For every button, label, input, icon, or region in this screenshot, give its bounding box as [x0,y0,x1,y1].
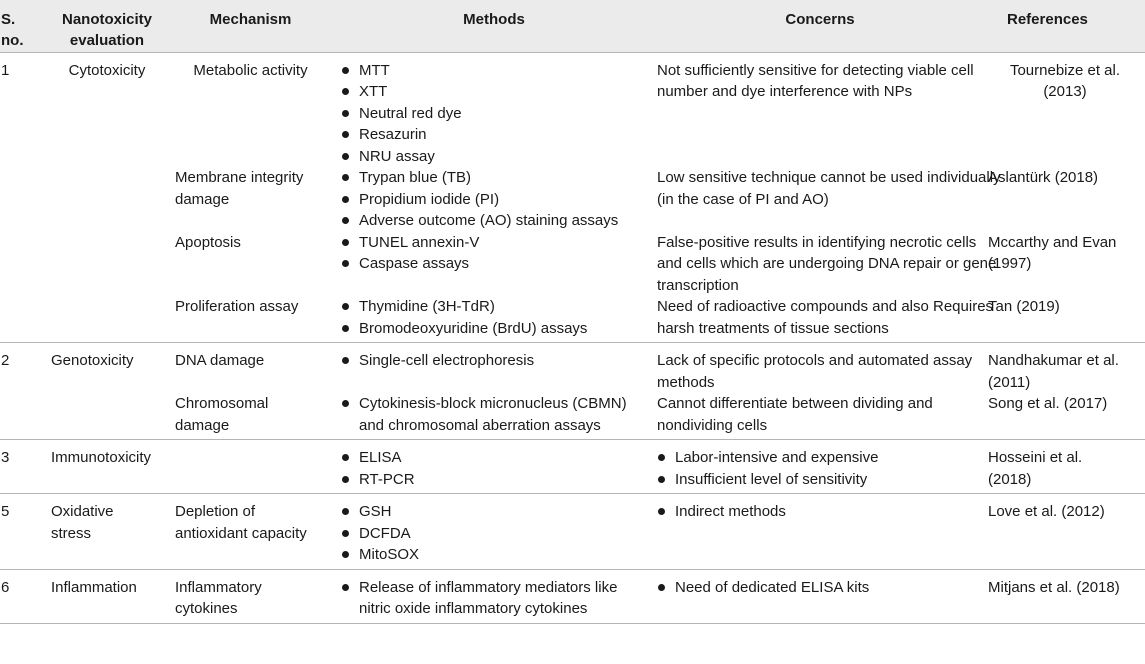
concern-line: Cannot differentiate between dividing and [657,395,933,412]
mechanism-line: damage [175,416,230,434]
sno-cell [0,393,46,440]
bullet-icon [342,551,349,558]
sno-cell: 5 [0,494,46,570]
reference-cell [985,296,1145,343]
evaluation-line: Immunotoxicity [51,449,152,466]
reference-cell [985,232,1145,297]
header-concerns: Concerns [655,0,985,52]
method-item [341,296,655,318]
bullet-icon [658,454,665,461]
method-item [341,124,655,146]
evaluation-line: Genotoxicity [51,352,134,369]
method-item [341,318,655,340]
mechanism-cell [168,569,333,623]
method-item-text: MTT [359,61,390,79]
reference-cell [985,569,1145,623]
concern-line: Low sensitive technique cannot be used individually [657,169,1001,186]
bullet-icon [342,239,349,246]
bullet-icon [342,530,349,537]
bullet-icon [342,174,349,181]
table-body [0,52,1145,623]
concern-item-text: Indirect methods [675,503,786,520]
concern-line: number and dye interference with NPs [657,83,913,100]
mechanism-line: antioxidant capacity [175,524,307,542]
evaluation-cell [46,232,168,297]
methods-cell [333,167,655,232]
mechanism-cell [168,167,333,232]
method-item [341,501,655,523]
bullet-icon [342,217,349,224]
table-row [0,494,1145,570]
bullet-icon [658,508,665,515]
reference-line: (2013) [1043,83,1087,100]
concern-line: harsh treatments of tissue sections [657,319,889,337]
method-item-text: Neutral red dye [359,104,462,122]
mechanism-line: Inflammatory [175,578,262,596]
concerns-cell [655,343,985,394]
methods-cell [333,296,655,343]
method-item-text: Propidium iodide (PI) [359,190,500,208]
method-item [341,447,655,469]
concern-line: (in the case of PI and AO) [657,190,829,208]
methods-cell [333,494,655,570]
mechanism-line: cytokines [175,600,238,617]
concern-item [657,447,985,469]
methods-cell [333,440,655,494]
concern-line: Need of radioactive compounds and also Requires [657,298,994,315]
method-item-text: Trypan blue (TB) [359,169,471,186]
method-item-text: Bromodeoxyuridine (BrdU) assays [359,319,588,337]
method-item [341,523,655,545]
concerns-cell [655,393,985,440]
mechanism-cell [168,232,333,297]
bullet-icon [342,67,349,74]
table-row [0,232,1145,297]
mechanism-cell [168,440,333,494]
bullet-icon [342,325,349,332]
reference-line: Tan (2019) [988,298,1060,315]
reference-line: Aslantürk (2018) [988,169,1099,186]
method-item [341,393,655,436]
concerns-cell [655,52,985,167]
sno-cell [0,232,46,297]
evaluation-cell [46,393,168,440]
reference-cell [985,440,1145,494]
bullet-icon [342,153,349,160]
header-evaluation [46,0,168,52]
evaluation-cell [46,494,168,570]
concerns-cell [655,167,1001,232]
bullet-icon [342,454,349,461]
evaluation-line: Cytotoxicity [68,61,146,79]
method-item-text: MitoSOX [359,546,420,563]
mechanism-line: Membrane integrity [175,169,304,186]
sno-cell: 1 [1,61,10,79]
mechanism-line: damage [175,190,230,208]
evaluation-line: Oxidative [51,503,114,520]
method-item [341,189,655,211]
reference-line: Tournebize et al. [1009,61,1121,79]
method-item [341,544,655,566]
mechanism-cell [168,343,333,394]
method-item-line: Cytokinesis-block micronucleus (CBMN) [359,395,627,412]
method-item-line: nitric oxide inflammatory cytokines [359,600,588,617]
reference-line: (2011) [988,373,1031,391]
reference-line: Song et al. (2017) [988,395,1108,412]
mechanism-cell [168,393,333,440]
reference-line: (2018) [988,470,1032,488]
header-mechanism: Mechanism [168,0,333,52]
bullet-icon [342,131,349,138]
bullet-icon [342,357,349,364]
method-item [341,210,655,232]
concerns-cell [655,296,994,343]
concern-line: False-positive results in identifying necrotic cells [657,233,977,251]
reference-cell [985,343,1145,394]
bullet-icon [658,584,665,591]
concern-item [657,577,985,599]
method-item [341,167,655,189]
sno-cell [0,167,46,232]
sno-cell: 3 [0,440,46,494]
reference-line: (1997) [988,255,1032,272]
mechanism-line: Proliferation assay [175,298,299,315]
bullet-icon [342,400,349,407]
evaluation-line: Inflammation [51,578,137,596]
bullet-icon [342,303,349,310]
concern-line: nondividing cells [657,416,768,434]
reference-cell [985,167,1145,232]
reference-line: Love et al. (2012) [988,503,1105,520]
bullet-icon [342,584,349,591]
table-header [0,0,1145,52]
header-evaluation-line-2: evaluation [69,32,145,49]
concerns-cell [655,569,985,623]
method-item-text: GSH [359,503,392,520]
concern-line: Lack of specific protocols and automated assay [657,352,973,369]
method-item-text: Adverse outcome (AO) staining assays [359,212,619,229]
methods-cell [333,52,655,167]
method-item [341,232,655,254]
bullet-icon [342,88,349,95]
evaluation-cell [46,167,168,232]
method-item [341,81,655,103]
method-item [341,253,655,275]
concerns-cell [655,494,985,570]
method-item-text: XTT [359,83,388,100]
method-item-text: TUNEL annexin-V [359,233,480,251]
evaluation-cell [46,52,168,167]
concerns-cell [655,232,997,297]
concerns-cell [655,440,985,494]
concern-item-text: Need of dedicated ELISA kits [675,578,870,596]
method-item-line: and chromosomal aberration assays [359,416,601,434]
evaluation-cell [46,569,168,623]
reference-cell [985,52,1145,167]
method-item [341,103,655,125]
bullet-icon [658,476,665,483]
methods-cell [333,343,655,394]
table-row [0,343,1145,394]
bullet-icon [342,260,349,267]
method-item [341,469,655,491]
evaluation-cell [46,296,168,343]
mechanism-line: DNA damage [175,352,265,369]
method-item [341,577,655,620]
reference-cell [985,393,1145,440]
evaluation-cell [46,343,168,394]
mechanism-cell [168,296,333,343]
method-item-text: Single-cell electrophoresis [359,352,535,369]
header-methods: Methods [333,0,655,52]
table-row [0,440,1145,494]
method-item-text: Caspase assays [359,255,470,272]
table-row [0,296,1145,343]
mechanism-line: Chromosomal [175,395,269,412]
method-item-text: Thymidine (3H-TdR) [359,298,495,315]
header-sno [0,0,46,52]
reference-line: Mccarthy and Evan [988,233,1117,251]
table-row [0,167,1145,232]
header-row [0,0,1145,52]
table-row [0,52,1145,167]
reference-cell [985,494,1145,570]
methods-cell [333,569,655,623]
reference-line: Nandhakumar et al. [988,352,1119,369]
concern-item [657,469,985,491]
sno-cell: 6 [0,569,46,623]
header-sno-line-1: S. [1,11,16,28]
method-item [341,60,655,82]
concern-item [657,501,985,523]
header-evaluation-line-1: Nanotoxicity [61,11,152,28]
table-row [0,393,1145,440]
concern-line: Not sufficiently sensitive for detecting viable cell [657,61,974,79]
header-references: References [985,0,1145,52]
bullet-icon [342,196,349,203]
concern-item-text: Labor-intensive and expensive [675,449,879,466]
header-sno-line-2: no. [1,32,24,49]
reference-line: Mitjans et al. (2018) [988,578,1120,596]
method-item-text: RT-PCR [359,470,415,488]
concern-item-text: Insufficient level of sensitivity [675,470,868,488]
method-item [341,146,655,168]
mechanism-line: Apoptosis [175,233,241,251]
evaluation-cell [46,440,168,494]
methods-cell [333,232,655,297]
concern-line: and cells which are undergoing DNA repair or gene [657,255,997,272]
methods-cell [333,393,655,440]
mechanism-line: Depletion of [175,503,256,520]
bullet-icon [342,110,349,117]
mechanism-cell [168,494,333,570]
method-item-text: Resazurin [359,126,427,143]
bullet-icon [342,508,349,515]
bullet-icon [342,476,349,483]
sno-cell: 2 [1,352,10,369]
method-item-text: ELISA [359,449,402,466]
method-item-line: Release of inflammatory mediators like [359,578,618,596]
table-row [0,569,1145,623]
concern-line: methods [657,373,715,391]
sno-cell [0,296,46,343]
reference-line: Hosseini et al. [988,449,1083,466]
method-item-text: NRU assay [359,147,435,165]
evaluation-line: stress [51,524,92,542]
concern-line: transcription [657,276,739,294]
mechanism-cell [168,52,333,167]
method-item-text: DCFDA [359,524,411,542]
mechanism-line: Metabolic activity [193,61,308,79]
method-item [341,350,655,372]
